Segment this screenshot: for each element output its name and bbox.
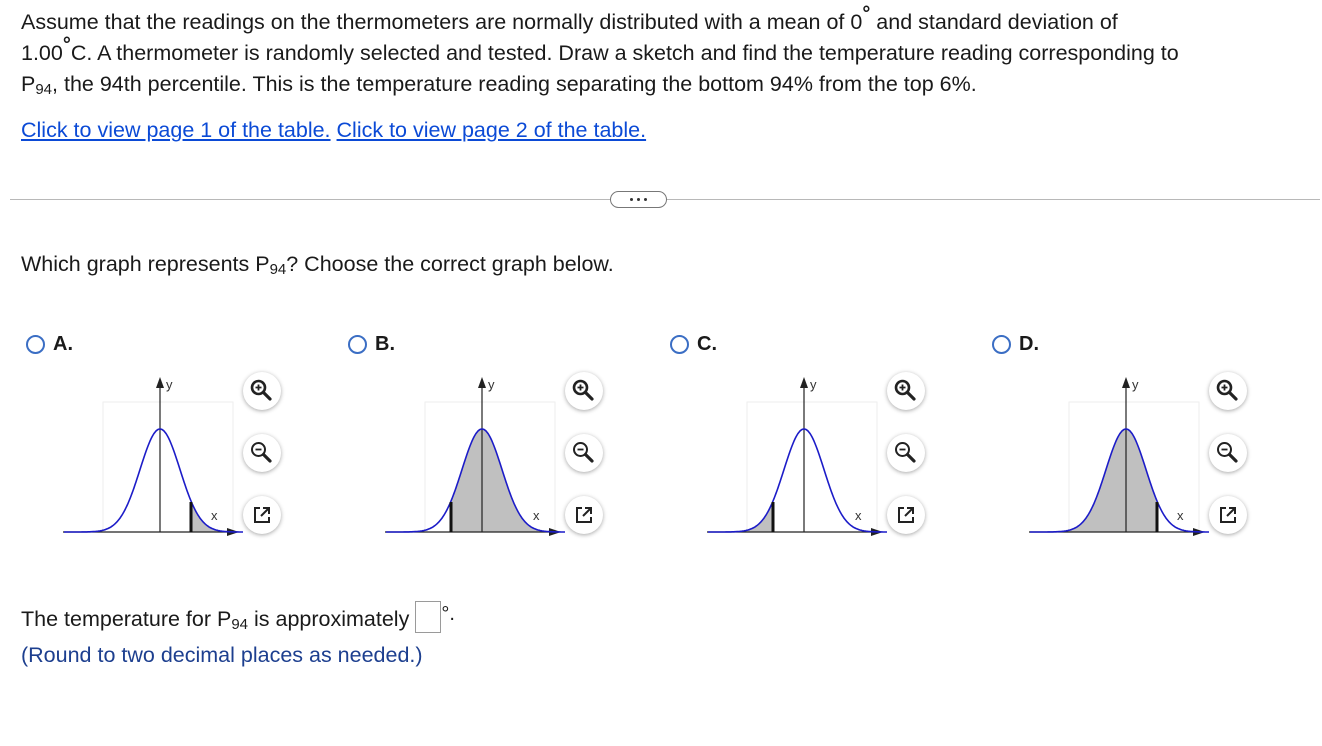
view-table-page-1-link[interactable]: Click to view page 1 of the table. (21, 118, 331, 142)
open-in-new-window-button[interactable] (1209, 496, 1247, 534)
open-in-new-window-button[interactable] (565, 496, 603, 534)
y-axis-arrow (800, 377, 808, 388)
normal-curve-graph (1029, 374, 1209, 544)
zoom-out-button[interactable] (1209, 434, 1247, 472)
dot-icon (630, 198, 633, 201)
rounding-instructions: (Round to two decimal places as needed.) (21, 643, 423, 667)
temperature-answer-input[interactable] (415, 601, 441, 633)
open-in-new-window-button[interactable] (887, 496, 925, 534)
radio-button[interactable] (992, 335, 1011, 354)
option-b (345, 330, 645, 550)
zoom-out-icon (894, 441, 918, 465)
option-c (667, 330, 967, 550)
zoom-in-icon (1216, 379, 1240, 403)
question-prompt: Which graph represents $P_{94}$? Choose the correct graph below. (21, 252, 614, 278)
y-axis-arrow (1122, 377, 1130, 388)
option-letter: B. (375, 333, 395, 355)
expand-more-button[interactable] (610, 191, 667, 208)
y-axis-arrow (478, 377, 486, 388)
option-d (989, 330, 1289, 550)
x-axis-label: x (211, 508, 218, 523)
option-select[interactable] (992, 333, 1039, 356)
expand-icon (252, 505, 272, 525)
zoom-out-button[interactable] (565, 434, 603, 472)
radio-button[interactable] (26, 335, 45, 354)
normal-curve-graph (385, 374, 565, 544)
option-select[interactable] (26, 333, 73, 356)
option-letter: A. (53, 333, 73, 355)
open-in-new-window-button[interactable] (243, 496, 281, 534)
expand-icon (574, 505, 594, 525)
radio-button[interactable] (348, 335, 367, 354)
zoom-in-button[interactable] (243, 372, 281, 410)
y-axis-label: y (488, 377, 495, 392)
zoom-in-icon (894, 379, 918, 403)
zoom-out-icon (1216, 441, 1240, 465)
y-axis-label: y (810, 377, 817, 392)
dot-icon (644, 198, 647, 201)
table-links (21, 118, 646, 143)
x-axis-label: x (1177, 508, 1184, 523)
zoom-out-icon (572, 441, 596, 465)
problem-statement: Assume that the readings on the thermometers are normally distributed with a mean of 0° and standard deviation of 1.00°C. A thermometer is randomly selected and tested. Draw a sketch and find the temperature reading corresponding to $P_{94}$, the 94th percentile. This is the temperature reading separating the bottom 94% from the top 6%. (21, 3, 1179, 98)
option-select[interactable] (670, 333, 717, 356)
option-letter: D. (1019, 333, 1039, 355)
view-table-page-2-link[interactable]: Click to view page 2 of the table. (336, 118, 647, 142)
zoom-in-button[interactable] (565, 372, 603, 410)
zoom-in-icon (250, 379, 274, 403)
x-axis-label: x (855, 508, 862, 523)
option-letter: C. (697, 333, 717, 355)
option-a (23, 330, 323, 550)
radio-button[interactable] (670, 335, 689, 354)
y-axis-arrow (156, 377, 164, 388)
expand-icon (1218, 505, 1238, 525)
zoom-out-button[interactable] (243, 434, 281, 472)
shaded-region (1058, 429, 1157, 532)
answer-line: The temperature for $P_{94}$ is approximately °. (21, 603, 455, 633)
normal-curve-graph (63, 374, 243, 544)
zoom-in-button[interactable] (1209, 372, 1247, 410)
zoom-in-button[interactable] (887, 372, 925, 410)
y-axis-label: y (166, 377, 173, 392)
zoom-out-button[interactable] (887, 434, 925, 472)
y-axis-label: y (1132, 377, 1139, 392)
dot-icon (637, 198, 640, 201)
zoom-in-icon (572, 379, 596, 403)
normal-curve-graph (707, 374, 887, 544)
zoom-out-icon (250, 441, 274, 465)
expand-icon (896, 505, 916, 525)
option-select[interactable] (348, 333, 395, 356)
x-axis-label: x (533, 508, 540, 523)
